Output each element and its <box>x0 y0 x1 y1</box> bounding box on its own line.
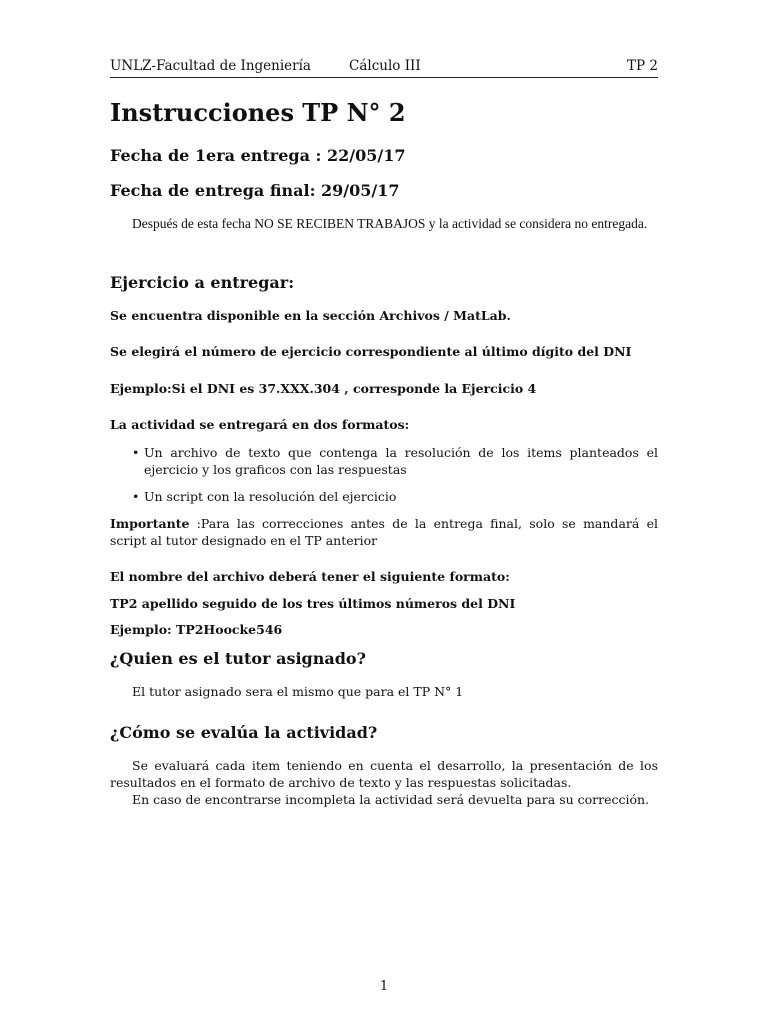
header-tp: TP 2 <box>627 58 658 74</box>
page-number: 1 <box>379 979 389 994</box>
header-institution: UNLZ-Facultad de Ingeniería <box>110 58 311 74</box>
list-item <box>132 488 658 505</box>
page-title: Instrucciones TP N° 2 <box>110 98 406 127</box>
evaluation-paragraph-1: Se evaluará cada item teniendo en cuenta el desarrollo, la presentación de los resultados en el formato de archivo de texto y las respuestas solicitadas. <box>110 758 658 790</box>
important-label: Importante <box>110 516 190 531</box>
evaluation-paragraph-2: En caso de encontrarse incompleta la actividad será devuelta para su corrección. <box>132 792 650 807</box>
important-text: :Para las correcciones antes de la entrega final, solo se mandará el script al tutor designado en el TP anterior <box>110 516 658 548</box>
evaluation-heading: ¿Cómo se evalúa la actividad? <box>110 723 378 742</box>
late-notice: Después de esta fecha NO SE RECIBEN TRABAJOS y la actividad se considera no entregada. <box>132 216 648 231</box>
bullet-icon: • <box>132 445 140 460</box>
bullet-icon: • <box>132 489 140 504</box>
filename-format: TP2 apellido seguido de los tres últimos números del DNI <box>110 596 516 611</box>
document-page <box>110 52 658 1012</box>
exercise-availability: Se encuentra disponible en la sección Archivos / MatLab. <box>110 308 511 323</box>
list-item <box>132 444 658 478</box>
important-note <box>110 515 658 549</box>
running-header <box>110 57 658 78</box>
exercise-example: Ejemplo:Si el DNI es 37.XXX.304 , corresponde la Ejercicio 4 <box>110 381 537 396</box>
exercise-selection: Se elegirá el número de ejercicio correspondiente al último dígito del DNI <box>110 344 632 359</box>
filename-intro: El nombre del archivo deberá tener el siguiente formato: <box>110 569 510 584</box>
header-course: Cálculo III <box>349 58 421 74</box>
first-delivery-date: Fecha de 1era entrega : 22/05/17 <box>110 146 406 165</box>
formats-intro: La actividad se entregará en dos formatos: <box>110 417 410 432</box>
list-item-text: Un script con la resolución del ejercicio <box>144 489 397 504</box>
tutor-text: El tutor asignado sera el mismo que para el TP N° 1 <box>132 684 464 699</box>
list-item-text: Un archivo de texto que contenga la resolución de los items planteados el ejercicio y los graficos con las respuestas <box>144 445 658 477</box>
filename-example: Ejemplo: TP2Hoocke546 <box>110 622 283 637</box>
final-delivery-date: Fecha de entrega final: 29/05/17 <box>110 181 400 200</box>
exercise-heading: Ejercicio a entregar: <box>110 273 295 292</box>
tutor-heading: ¿Quien es el tutor asignado? <box>110 649 366 668</box>
